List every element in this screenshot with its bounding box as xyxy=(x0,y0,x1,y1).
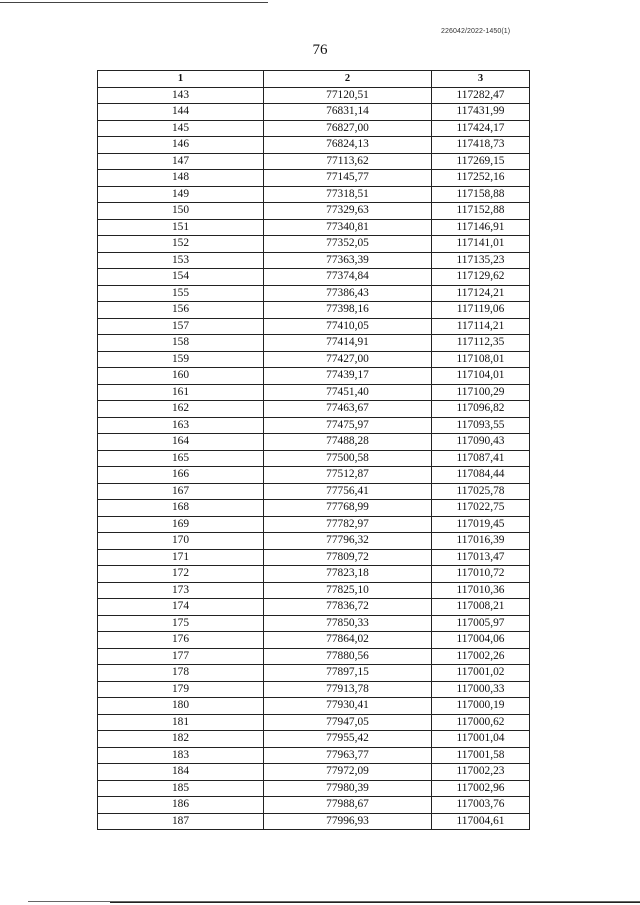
table-row xyxy=(98,153,530,170)
table-row xyxy=(98,681,530,698)
table-row xyxy=(98,731,530,748)
point-number-cell: 174 xyxy=(98,599,264,616)
x-coordinate-cell: 77930,41 xyxy=(264,698,432,715)
point-number-cell: 163 xyxy=(98,417,264,434)
table-row xyxy=(98,500,530,517)
x-coordinate-cell: 77972,09 xyxy=(264,764,432,781)
point-number-cell: 158 xyxy=(98,335,264,352)
x-coordinate-cell: 77996,93 xyxy=(264,813,432,830)
y-coordinate-cell: 117001,04 xyxy=(432,731,530,748)
y-coordinate-cell: 117013,47 xyxy=(432,549,530,566)
point-number-cell: 150 xyxy=(98,203,264,220)
table-row xyxy=(98,764,530,781)
table-row xyxy=(98,252,530,269)
table-row xyxy=(98,714,530,731)
table-row xyxy=(98,698,530,715)
table-row xyxy=(98,582,530,599)
table-row xyxy=(98,401,530,418)
y-coordinate-cell: 117090,43 xyxy=(432,434,530,451)
point-number-cell: 147 xyxy=(98,153,264,170)
column-header-1: 1 xyxy=(98,71,264,88)
point-number-cell: 154 xyxy=(98,269,264,286)
table-row xyxy=(98,302,530,319)
x-coordinate-cell: 77864,02 xyxy=(264,632,432,649)
x-coordinate-cell: 77318,51 xyxy=(264,186,432,203)
y-coordinate-cell: 117141,01 xyxy=(432,236,530,253)
table-row xyxy=(98,780,530,797)
top-rule xyxy=(0,2,268,3)
table-row xyxy=(98,665,530,682)
y-coordinate-cell: 117022,75 xyxy=(432,500,530,517)
y-coordinate-cell: 117112,35 xyxy=(432,335,530,352)
y-coordinate-cell: 117100,29 xyxy=(432,384,530,401)
table-row xyxy=(98,813,530,830)
table-row xyxy=(98,797,530,814)
point-number-cell: 182 xyxy=(98,731,264,748)
point-number-cell: 170 xyxy=(98,533,264,550)
column-header-3: 3 xyxy=(432,71,530,88)
table-row xyxy=(98,747,530,764)
table-row xyxy=(98,203,530,220)
x-coordinate-cell: 77120,51 xyxy=(264,87,432,104)
table-row xyxy=(98,170,530,187)
point-number-cell: 153 xyxy=(98,252,264,269)
table-row xyxy=(98,632,530,649)
table-row xyxy=(98,285,530,302)
point-number-cell: 177 xyxy=(98,648,264,665)
y-coordinate-cell: 117431,99 xyxy=(432,104,530,121)
table-row xyxy=(98,533,530,550)
point-number-cell: 161 xyxy=(98,384,264,401)
table-row xyxy=(98,648,530,665)
x-coordinate-cell: 77782,97 xyxy=(264,516,432,533)
point-number-cell: 183 xyxy=(98,747,264,764)
point-number-cell: 146 xyxy=(98,137,264,154)
x-coordinate-cell: 77880,56 xyxy=(264,648,432,665)
table-row xyxy=(98,384,530,401)
point-number-cell: 175 xyxy=(98,615,264,632)
y-coordinate-cell: 117002,26 xyxy=(432,648,530,665)
point-number-cell: 172 xyxy=(98,566,264,583)
y-coordinate-cell: 117269,15 xyxy=(432,153,530,170)
x-coordinate-cell: 77955,42 xyxy=(264,731,432,748)
x-coordinate-cell: 77913,78 xyxy=(264,681,432,698)
y-coordinate-cell: 117114,21 xyxy=(432,318,530,335)
table-row xyxy=(98,615,530,632)
point-number-cell: 164 xyxy=(98,434,264,451)
document-number: 226042/2022-1450(1) xyxy=(441,28,511,35)
x-coordinate-cell: 77500,58 xyxy=(264,450,432,467)
x-coordinate-cell: 77427,00 xyxy=(264,351,432,368)
x-coordinate-cell: 77463,67 xyxy=(264,401,432,418)
x-coordinate-cell: 76824,13 xyxy=(264,137,432,154)
x-coordinate-cell: 77439,17 xyxy=(264,368,432,385)
point-number-cell: 167 xyxy=(98,483,264,500)
point-number-cell: 186 xyxy=(98,797,264,814)
table-row xyxy=(98,269,530,286)
table-row xyxy=(98,87,530,104)
x-coordinate-cell: 77897,15 xyxy=(264,665,432,682)
y-coordinate-cell: 117252,16 xyxy=(432,170,530,187)
y-coordinate-cell: 117093,55 xyxy=(432,417,530,434)
point-number-cell: 157 xyxy=(98,318,264,335)
y-coordinate-cell: 117119,06 xyxy=(432,302,530,319)
x-coordinate-cell: 77386,43 xyxy=(264,285,432,302)
point-number-cell: 155 xyxy=(98,285,264,302)
table-header-row xyxy=(98,71,530,88)
x-coordinate-cell: 77113,62 xyxy=(264,153,432,170)
table-row xyxy=(98,450,530,467)
x-coordinate-cell: 77398,16 xyxy=(264,302,432,319)
y-coordinate-cell: 117135,23 xyxy=(432,252,530,269)
y-coordinate-cell: 117001,58 xyxy=(432,747,530,764)
x-coordinate-cell: 77374,84 xyxy=(264,269,432,286)
y-coordinate-cell: 117000,62 xyxy=(432,714,530,731)
table-row xyxy=(98,549,530,566)
table-row xyxy=(98,219,530,236)
x-coordinate-cell: 76831,14 xyxy=(264,104,432,121)
point-number-cell: 173 xyxy=(98,582,264,599)
y-coordinate-cell: 117004,06 xyxy=(432,632,530,649)
x-coordinate-cell: 77947,05 xyxy=(264,714,432,731)
x-coordinate-cell: 77451,40 xyxy=(264,384,432,401)
y-coordinate-cell: 117001,02 xyxy=(432,665,530,682)
y-coordinate-cell: 117108,01 xyxy=(432,351,530,368)
x-coordinate-cell: 77809,72 xyxy=(264,549,432,566)
point-number-cell: 187 xyxy=(98,813,264,830)
x-coordinate-cell: 77836,72 xyxy=(264,599,432,616)
x-coordinate-cell: 77825,10 xyxy=(264,582,432,599)
y-coordinate-cell: 117010,72 xyxy=(432,566,530,583)
y-coordinate-cell: 117424,17 xyxy=(432,120,530,137)
x-coordinate-cell: 77488,28 xyxy=(264,434,432,451)
point-number-cell: 181 xyxy=(98,714,264,731)
y-coordinate-cell: 117124,21 xyxy=(432,285,530,302)
x-coordinate-cell: 76827,00 xyxy=(264,120,432,137)
y-coordinate-cell: 117004,61 xyxy=(432,813,530,830)
y-coordinate-cell: 117000,33 xyxy=(432,681,530,698)
x-coordinate-cell: 77363,39 xyxy=(264,252,432,269)
x-coordinate-cell: 77145,77 xyxy=(264,170,432,187)
x-coordinate-cell: 77512,87 xyxy=(264,467,432,484)
x-coordinate-cell: 77414,91 xyxy=(264,335,432,352)
y-coordinate-cell: 117005,97 xyxy=(432,615,530,632)
y-coordinate-cell: 117025,78 xyxy=(432,483,530,500)
coordinates-table xyxy=(97,70,530,830)
table-row xyxy=(98,467,530,484)
table-row xyxy=(98,120,530,137)
point-number-cell: 149 xyxy=(98,186,264,203)
point-number-cell: 159 xyxy=(98,351,264,368)
table-row xyxy=(98,516,530,533)
x-coordinate-cell: 77410,05 xyxy=(264,318,432,335)
y-coordinate-cell: 117152,88 xyxy=(432,203,530,220)
point-number-cell: 176 xyxy=(98,632,264,649)
y-coordinate-cell: 117084,44 xyxy=(432,467,530,484)
y-coordinate-cell: 117104,01 xyxy=(432,368,530,385)
point-number-cell: 166 xyxy=(98,467,264,484)
y-coordinate-cell: 117146,91 xyxy=(432,219,530,236)
table-row xyxy=(98,434,530,451)
y-coordinate-cell: 117010,36 xyxy=(432,582,530,599)
point-number-cell: 185 xyxy=(98,780,264,797)
y-coordinate-cell: 117096,82 xyxy=(432,401,530,418)
table-row xyxy=(98,417,530,434)
y-coordinate-cell: 117418,73 xyxy=(432,137,530,154)
y-coordinate-cell: 117002,23 xyxy=(432,764,530,781)
point-number-cell: 178 xyxy=(98,665,264,682)
y-coordinate-cell: 117129,62 xyxy=(432,269,530,286)
point-number-cell: 168 xyxy=(98,500,264,517)
y-coordinate-cell: 117003,76 xyxy=(432,797,530,814)
column-header-2: 2 xyxy=(264,71,432,88)
table-row xyxy=(98,137,530,154)
table-row xyxy=(98,104,530,121)
table-row xyxy=(98,335,530,352)
point-number-cell: 156 xyxy=(98,302,264,319)
y-coordinate-cell: 117087,41 xyxy=(432,450,530,467)
table-row xyxy=(98,186,530,203)
page-number: 76 xyxy=(312,42,328,58)
x-coordinate-cell: 77796,32 xyxy=(264,533,432,550)
y-coordinate-cell: 117016,39 xyxy=(432,533,530,550)
y-coordinate-cell: 117019,45 xyxy=(432,516,530,533)
x-coordinate-cell: 77988,67 xyxy=(264,797,432,814)
table-row xyxy=(98,566,530,583)
point-number-cell: 184 xyxy=(98,764,264,781)
x-coordinate-cell: 77475,97 xyxy=(264,417,432,434)
point-number-cell: 162 xyxy=(98,401,264,418)
bottom-rule-dark xyxy=(110,902,640,903)
point-number-cell: 152 xyxy=(98,236,264,253)
table-row xyxy=(98,351,530,368)
point-number-cell: 171 xyxy=(98,549,264,566)
x-coordinate-cell: 77756,41 xyxy=(264,483,432,500)
point-number-cell: 144 xyxy=(98,104,264,121)
x-coordinate-cell: 77329,63 xyxy=(264,203,432,220)
point-number-cell: 165 xyxy=(98,450,264,467)
table-row xyxy=(98,368,530,385)
point-number-cell: 160 xyxy=(98,368,264,385)
x-coordinate-cell: 77768,99 xyxy=(264,500,432,517)
y-coordinate-cell: 117002,96 xyxy=(432,780,530,797)
x-coordinate-cell: 77980,39 xyxy=(264,780,432,797)
point-number-cell: 179 xyxy=(98,681,264,698)
point-number-cell: 148 xyxy=(98,170,264,187)
x-coordinate-cell: 77850,33 xyxy=(264,615,432,632)
table-row xyxy=(98,483,530,500)
y-coordinate-cell: 117008,21 xyxy=(432,599,530,616)
x-coordinate-cell: 77823,18 xyxy=(264,566,432,583)
point-number-cell: 145 xyxy=(98,120,264,137)
x-coordinate-cell: 77340,81 xyxy=(264,219,432,236)
table-body xyxy=(98,87,530,830)
y-coordinate-cell: 117282,47 xyxy=(432,87,530,104)
point-number-cell: 180 xyxy=(98,698,264,715)
table-row xyxy=(98,599,530,616)
table-row xyxy=(98,236,530,253)
point-number-cell: 169 xyxy=(98,516,264,533)
x-coordinate-cell: 77963,77 xyxy=(264,747,432,764)
y-coordinate-cell: 117000,19 xyxy=(432,698,530,715)
point-number-cell: 143 xyxy=(98,87,264,104)
point-number-cell: 151 xyxy=(98,219,264,236)
y-coordinate-cell: 117158,88 xyxy=(432,186,530,203)
table-row xyxy=(98,318,530,335)
x-coordinate-cell: 77352,05 xyxy=(264,236,432,253)
